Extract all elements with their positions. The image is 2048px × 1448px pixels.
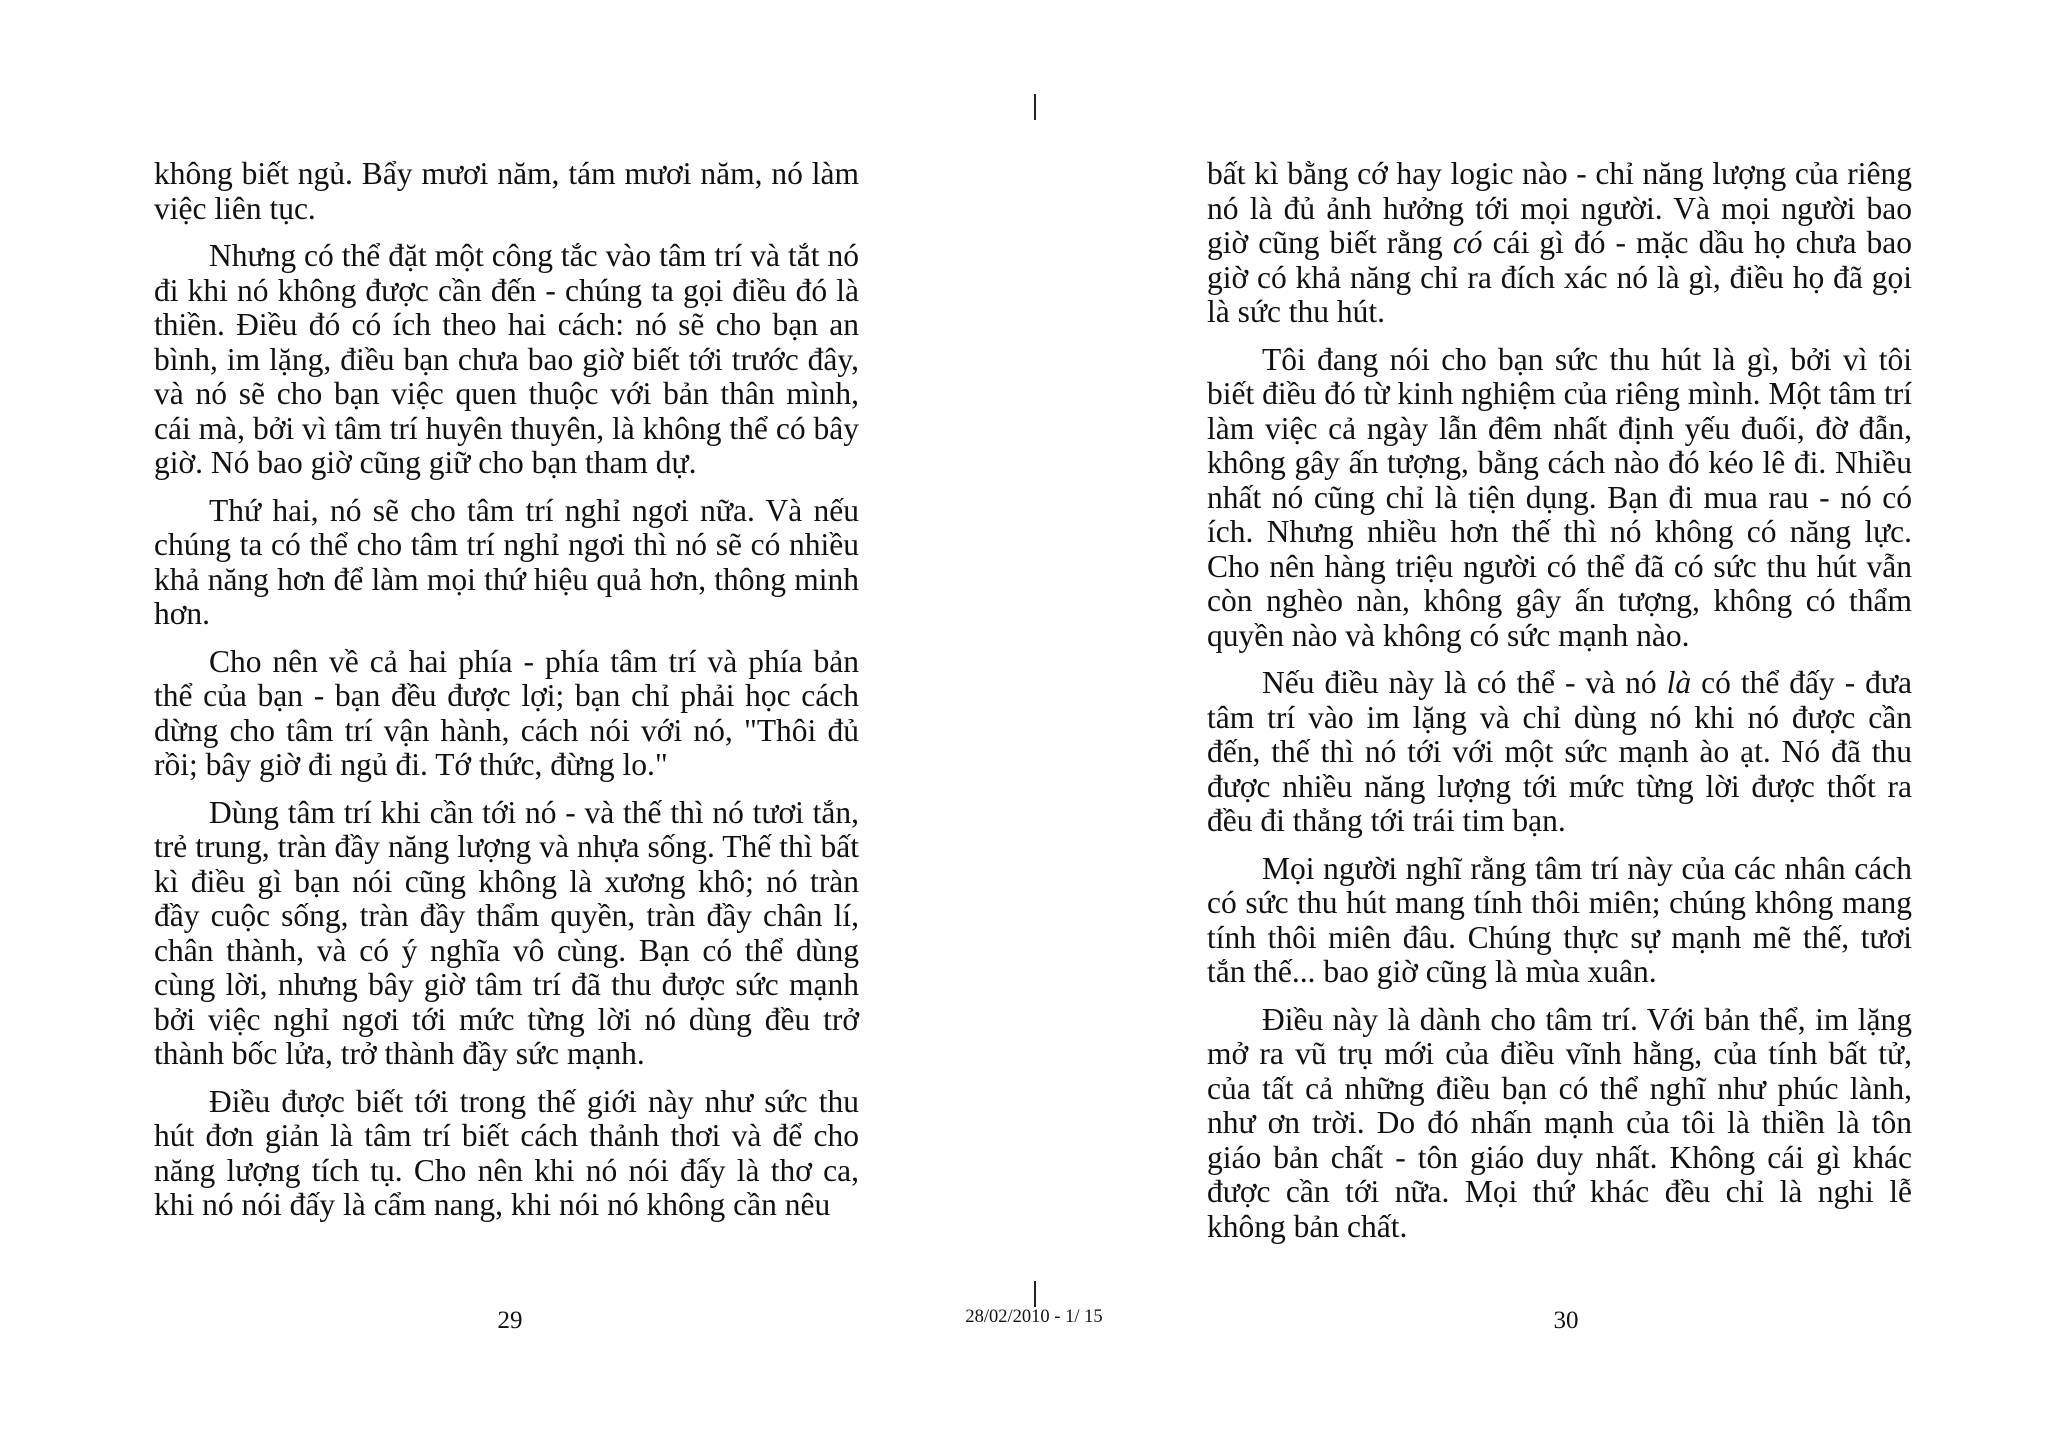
right-page-number: 30 bbox=[1553, 1307, 1579, 1334]
paragraph-text: bất kì bằng cớ hay logic nào - chỉ năng lượng của riêng nó là đủ ảnh hưởng tới mọi người. Và mọi người bao giờ cũng biết rằng bbox=[1207, 156, 1912, 260]
paragraph-text: Nếu điều này là có thể - và nó bbox=[1262, 665, 1667, 700]
paragraph-text: Thứ hai, nó sẽ cho tâm trí nghỉ ngơi nữa. Và nếu chúng ta có thể cho tâm trí nghỉ ngơi thì nó sẽ có nhiều khả năng hơn để làm mọi thứ hiệu quả hơn, thông minh hơn. bbox=[154, 492, 859, 631]
center-fold-mark-bottom bbox=[1034, 1281, 1036, 1307]
paragraph-text: Mọi người nghĩ rằng tâm trí này của các nhân cách có sức thu hút mang tính thôi miên; chúng không mang tính thôi miên đâu. Chúng thực sự mạnh mẽ thế, tươi tắn thế... bao giờ cũng là mùa xuân. bbox=[1207, 850, 1912, 989]
paragraph-text: Nhưng có thể đặt một công tắc vào tâm trí và tắt nó đi khi nó không được cần đến - chúng ta gọi điều đó là thiền. Điều đó có ích theo hai cách: nó sẽ cho bạn an bình, im lặng, điều bạn chưa bao giờ biết tới trước đây, và nó sẽ cho bạn việc quen thuộc với bản thân mình, cái mà, bởi vì tâm trí huyên thuyên, là không thể có bây giờ. Nó bao giờ cũng giữ cho bạn tham dự. bbox=[154, 238, 859, 480]
paragraph-text: Dùng tâm trí khi cần tới nó - và thế thì nó tươi tắn, trẻ trung, tràn đầy năng lượng và nhựa sống. Thế thì bất kì điều gì bạn nói cũng không là xương khô; nó tràn đầy cuộc sống, tràn đầy thẩm quyền, tràn đầy chân lí, chân thành, và có ý nghĩa vô cùng. Bạn có thể dùng cùng lời, nhưng bây giờ tâm trí đã thu được sức mạnh bởi việc nghỉ ngơi tới mức từng lời nó dùng đều trở thành bốc lửa, trở thành đầy sức mạnh. bbox=[154, 794, 859, 1071]
paragraph-text: Cho nên về cả hai phía - phía tâm trí và phía bản thể của bạn - bạn đều được lợi; bạn chỉ phải học cách dừng cho tâm trí vận hành, cách nói với nó, "Thôi đủ rồi; bây giờ đi ngủ đi. Tớ thức, đừng lo." bbox=[154, 643, 859, 782]
emphasis-text: có bbox=[1452, 225, 1483, 260]
paragraph-1 bbox=[1207, 157, 1912, 330]
left-page-number: 29 bbox=[497, 1307, 523, 1334]
paragraph-5 bbox=[154, 796, 859, 1072]
print-date-stamp: 28/02/2010 - 1/ 15 bbox=[965, 1307, 1103, 1327]
paragraph-1 bbox=[154, 157, 859, 226]
paragraph-6 bbox=[154, 1085, 859, 1223]
emphasis-text: là bbox=[1666, 665, 1692, 700]
paragraph-2 bbox=[154, 239, 859, 481]
paragraph-text: có thể đấy - đưa tâm trí vào im lặng và chỉ dùng nó khi nó được cần đến, thế thì nó tới với một sức mạnh ào ạt. Nó đã thu được nhiều năng lượng tới mức từng lời được thốt ra đều đi thẳng tới trái tim bạn. bbox=[1207, 665, 1912, 838]
paragraph-4 bbox=[1207, 852, 1912, 990]
paragraph-3 bbox=[154, 494, 859, 632]
paragraph-3 bbox=[1207, 666, 1912, 839]
paragraph-text: cái gì đó - mặc dầu họ chưa bao giờ có khả năng chỉ ra đích xác nó là gì, điều họ đã gọi là sức thu hút. bbox=[1207, 225, 1912, 329]
paragraph-text: Tôi đang nói cho bạn sức thu hút là gì, bởi vì tôi biết điều đó từ kinh nghiệm của riêng mình. Một tâm trí làm việc cả ngày lẫn đêm nhất định yếu đuối, đờ đẫn, không gây ấn tượng, bằng cách nào đó kéo lê đi. Nhiều nhất nó cũng chỉ là tiện dụng. Bạn đi mua rau - nó có ích. Nhưng nhiều hơn thế thì nó không có năng lực. Cho nên hàng triệu người có thể đã có sức thu hút vẫn còn nghèo nàn, không gây ấn tượng, không có thẩm quyền nào và không có sức mạnh nào. bbox=[1207, 341, 1912, 653]
right-page-text bbox=[1207, 157, 1912, 1257]
left-page-text bbox=[154, 157, 859, 1223]
paragraph-text: Điều được biết tới trong thế giới này như sức thu hút đơn giản là tâm trí biết cách thảnh thơi và để cho năng lượng tích tụ. Cho nên khi nó nói đấy là thơ ca, khi nó nói đấy là cẩm nang, khi nói nó không cần nêu bbox=[154, 1083, 859, 1222]
center-fold-mark-top bbox=[1034, 94, 1036, 120]
paragraph-2 bbox=[1207, 343, 1912, 654]
paragraph-5 bbox=[1207, 1003, 1912, 1245]
paragraph-text: Điều này là dành cho tâm trí. Với bản thể, im lặng mở ra vũ trụ mới của điều vĩnh hằng, của tính bất tử, của tất cả những điều bạn có thể nghĩ như phúc lành, như ơn trời. Do đó nhấn mạnh của tôi là thiền là tôn giáo bản chất - tôn giáo duy nhất. Không cái gì khác được cần tới nữa. Mọi thứ khác đều chỉ là nghi lễ không bản chất. bbox=[1207, 1001, 1912, 1244]
paragraph-text: không biết ngủ. Bẩy mươi năm, tám mươi năm, nó làm việc liên tục. bbox=[154, 156, 859, 226]
paragraph-4 bbox=[154, 645, 859, 783]
